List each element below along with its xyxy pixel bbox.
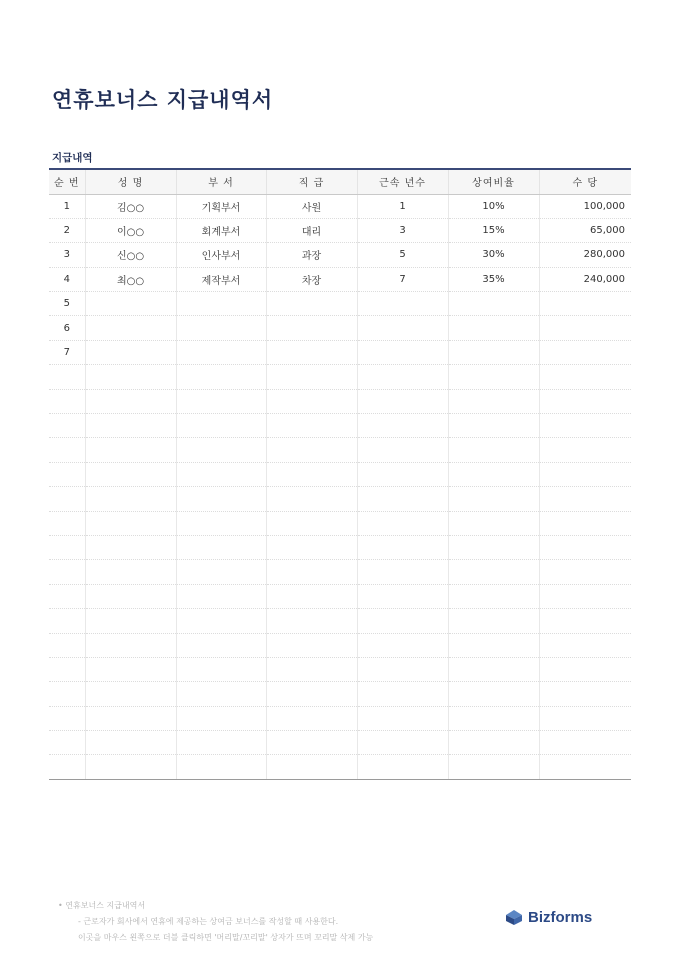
table-cell bbox=[539, 462, 631, 486]
table-cell: 최○○ bbox=[85, 267, 176, 291]
footer-note bbox=[58, 898, 373, 946]
table-cell bbox=[176, 535, 266, 559]
table-cell: 35% bbox=[448, 267, 539, 291]
table-cell bbox=[49, 535, 85, 559]
table-cell bbox=[85, 438, 176, 462]
table-cell bbox=[85, 657, 176, 681]
table-cell bbox=[85, 340, 176, 364]
table-cell bbox=[539, 755, 631, 779]
table-cell bbox=[448, 438, 539, 462]
table-cell bbox=[266, 340, 357, 364]
table-cell bbox=[176, 633, 266, 657]
table-cell bbox=[539, 584, 631, 608]
column-header: 수 당 bbox=[539, 169, 631, 194]
table-cell bbox=[539, 535, 631, 559]
table-cell bbox=[448, 584, 539, 608]
table-row bbox=[49, 731, 631, 755]
table-cell bbox=[85, 487, 176, 511]
table-cell bbox=[539, 340, 631, 364]
table-cell: 사원 bbox=[266, 194, 357, 218]
table-cell: 5 bbox=[49, 292, 85, 316]
table-cell bbox=[539, 657, 631, 681]
table-cell bbox=[357, 365, 448, 389]
table-cell bbox=[85, 584, 176, 608]
table-cell bbox=[448, 365, 539, 389]
table-cell bbox=[539, 414, 631, 438]
table-cell: 280,000 bbox=[539, 243, 631, 267]
table-cell: 100,000 bbox=[539, 194, 631, 218]
table-cell: 6 bbox=[49, 316, 85, 340]
table-cell bbox=[176, 511, 266, 535]
table-cell: 신○○ bbox=[85, 243, 176, 267]
table-cell: 3 bbox=[49, 243, 85, 267]
column-header: 성 명 bbox=[85, 169, 176, 194]
table-cell bbox=[176, 389, 266, 413]
table-cell bbox=[85, 389, 176, 413]
table-row bbox=[49, 682, 631, 706]
table-cell bbox=[85, 292, 176, 316]
table-cell bbox=[448, 511, 539, 535]
table-cell bbox=[266, 511, 357, 535]
logo-text: Bizforms bbox=[528, 908, 593, 926]
table-row bbox=[49, 194, 631, 218]
table-row bbox=[49, 511, 631, 535]
table-cell bbox=[176, 682, 266, 706]
table-cell bbox=[448, 292, 539, 316]
table-cell bbox=[176, 316, 266, 340]
table-row bbox=[49, 755, 631, 779]
table-cell bbox=[49, 731, 85, 755]
table-cell bbox=[266, 414, 357, 438]
table-cell: 15% bbox=[448, 218, 539, 242]
table-cell bbox=[448, 682, 539, 706]
table-cell bbox=[85, 633, 176, 657]
table-row bbox=[49, 218, 631, 242]
bizforms-logo bbox=[504, 908, 592, 926]
table-cell bbox=[85, 414, 176, 438]
table-row bbox=[49, 560, 631, 584]
section-label: 지급내역 bbox=[52, 152, 93, 164]
table-cell bbox=[266, 731, 357, 755]
table-cell bbox=[176, 731, 266, 755]
table-cell bbox=[448, 633, 539, 657]
table-cell bbox=[49, 511, 85, 535]
table-cell bbox=[266, 438, 357, 462]
table-cell bbox=[539, 389, 631, 413]
table-cell: 5 bbox=[357, 243, 448, 267]
table-row bbox=[49, 487, 631, 511]
table-row bbox=[49, 340, 631, 364]
table-cell: 3 bbox=[357, 218, 448, 242]
table-cell: 이○○ bbox=[85, 218, 176, 242]
column-header: 직 급 bbox=[266, 169, 357, 194]
table-cell bbox=[266, 584, 357, 608]
table-cell bbox=[266, 292, 357, 316]
table-cell bbox=[539, 487, 631, 511]
table-cell bbox=[539, 560, 631, 584]
table-cell: 1 bbox=[49, 194, 85, 218]
payment-table bbox=[49, 168, 631, 780]
table-cell: 2 bbox=[49, 218, 85, 242]
table-row bbox=[49, 243, 631, 267]
table-cell bbox=[49, 682, 85, 706]
table-cell bbox=[357, 414, 448, 438]
table-cell bbox=[176, 584, 266, 608]
footer-line: 이곳을 마우스 왼쪽으로 더블 클릭하면 '머리말/꼬리말' 상자가 뜨며 꼬리말 삭제 가능 bbox=[78, 933, 374, 942]
table-cell: 회계부서 bbox=[176, 218, 266, 242]
table-cell bbox=[539, 511, 631, 535]
table-cell bbox=[266, 755, 357, 779]
table-cell bbox=[539, 633, 631, 657]
table-cell bbox=[49, 609, 85, 633]
table-row bbox=[49, 365, 631, 389]
table-cell bbox=[448, 706, 539, 730]
table-cell bbox=[176, 609, 266, 633]
table-cell bbox=[266, 365, 357, 389]
table-cell bbox=[49, 755, 85, 779]
table-cell bbox=[266, 706, 357, 730]
table-cell bbox=[49, 462, 85, 486]
table-cell bbox=[266, 682, 357, 706]
table-cell bbox=[357, 682, 448, 706]
table-cell bbox=[176, 462, 266, 486]
table-cell bbox=[49, 633, 85, 657]
table-cell bbox=[448, 316, 539, 340]
table-cell bbox=[49, 657, 85, 681]
table-cell bbox=[85, 511, 176, 535]
table-cell: 기획부서 bbox=[176, 194, 266, 218]
table-cell bbox=[357, 389, 448, 413]
table-cell bbox=[49, 438, 85, 462]
table-cell bbox=[448, 414, 539, 438]
table-header-row bbox=[49, 169, 631, 194]
footer-line: • 연휴보너스 지급내역서 bbox=[58, 901, 146, 910]
table-cell bbox=[448, 340, 539, 364]
column-header: 순 번 bbox=[49, 169, 85, 194]
table-cell bbox=[539, 609, 631, 633]
table-cell bbox=[357, 462, 448, 486]
table-row bbox=[49, 438, 631, 462]
table-row bbox=[49, 292, 631, 316]
table-cell bbox=[357, 560, 448, 584]
table-cell bbox=[266, 316, 357, 340]
table-cell bbox=[49, 584, 85, 608]
table-cell bbox=[85, 560, 176, 584]
page-title: 연휴보너스 지급내역서 bbox=[52, 88, 274, 112]
table-cell: 과장 bbox=[266, 243, 357, 267]
table-cell bbox=[85, 462, 176, 486]
table-cell bbox=[176, 560, 266, 584]
table-cell bbox=[448, 389, 539, 413]
table-cell bbox=[266, 609, 357, 633]
table-cell bbox=[266, 389, 357, 413]
table-cell bbox=[266, 487, 357, 511]
table-row bbox=[49, 389, 631, 413]
table-cell bbox=[266, 462, 357, 486]
table-row bbox=[49, 462, 631, 486]
table-cell: 30% bbox=[448, 243, 539, 267]
table-cell bbox=[176, 365, 266, 389]
table-cell bbox=[176, 487, 266, 511]
table-cell bbox=[357, 511, 448, 535]
table-cell: 대리 bbox=[266, 218, 357, 242]
table-cell bbox=[357, 535, 448, 559]
table-cell bbox=[448, 462, 539, 486]
table-cell bbox=[85, 682, 176, 706]
table-cell bbox=[448, 560, 539, 584]
table-cell bbox=[49, 706, 85, 730]
table-cell bbox=[49, 487, 85, 511]
table-cell: 240,000 bbox=[539, 267, 631, 291]
table-cell bbox=[49, 414, 85, 438]
table-row bbox=[49, 657, 631, 681]
table-cell bbox=[539, 316, 631, 340]
table-cell: 1 bbox=[357, 194, 448, 218]
table-row bbox=[49, 609, 631, 633]
table-cell bbox=[266, 657, 357, 681]
column-header: 상여비율 bbox=[448, 169, 539, 194]
table-cell bbox=[357, 316, 448, 340]
table-cell bbox=[448, 731, 539, 755]
table-cell bbox=[539, 292, 631, 316]
table-body bbox=[49, 194, 631, 779]
table-cell bbox=[448, 657, 539, 681]
table-cell bbox=[266, 633, 357, 657]
table-cell bbox=[176, 706, 266, 730]
table-row bbox=[49, 414, 631, 438]
table-cell bbox=[85, 731, 176, 755]
table-cell: 7 bbox=[357, 267, 448, 291]
table-row bbox=[49, 584, 631, 608]
table-cell bbox=[266, 560, 357, 584]
table-cell bbox=[357, 657, 448, 681]
table-cell bbox=[176, 657, 266, 681]
table-cell: 7 bbox=[49, 340, 85, 364]
table-cell bbox=[176, 414, 266, 438]
table-row bbox=[49, 633, 631, 657]
table-cell bbox=[176, 438, 266, 462]
table-cell bbox=[85, 365, 176, 389]
table-cell bbox=[448, 535, 539, 559]
table-cell bbox=[85, 316, 176, 340]
table-row bbox=[49, 267, 631, 291]
table-cell: 4 bbox=[49, 267, 85, 291]
table-cell bbox=[357, 609, 448, 633]
bizforms-logo-icon bbox=[504, 908, 524, 926]
table-cell bbox=[357, 584, 448, 608]
table-cell bbox=[85, 535, 176, 559]
table-cell bbox=[176, 292, 266, 316]
table-row bbox=[49, 535, 631, 559]
table-cell: 제작부서 bbox=[176, 267, 266, 291]
table-cell bbox=[85, 609, 176, 633]
table-cell bbox=[448, 487, 539, 511]
table-cell bbox=[357, 438, 448, 462]
footer-line: - 근로자가 회사에서 연휴에 제공하는 상여금 보너스를 작성할 때 사용한다. bbox=[78, 917, 339, 926]
table-cell bbox=[357, 292, 448, 316]
column-header: 부 서 bbox=[176, 169, 266, 194]
table-cell bbox=[85, 706, 176, 730]
table-cell bbox=[176, 755, 266, 779]
table-cell bbox=[539, 365, 631, 389]
table-cell bbox=[49, 560, 85, 584]
table-cell: 김○○ bbox=[85, 194, 176, 218]
table-cell bbox=[539, 682, 631, 706]
table-cell bbox=[357, 755, 448, 779]
table-cell bbox=[539, 731, 631, 755]
table-cell bbox=[357, 731, 448, 755]
table-cell: 65,000 bbox=[539, 218, 631, 242]
table-cell: 인사부서 bbox=[176, 243, 266, 267]
table-cell bbox=[539, 438, 631, 462]
table-cell bbox=[49, 365, 85, 389]
table-cell: 차장 bbox=[266, 267, 357, 291]
table-cell bbox=[448, 755, 539, 779]
table-cell bbox=[357, 340, 448, 364]
table-cell bbox=[85, 755, 176, 779]
table-cell bbox=[448, 609, 539, 633]
table-row bbox=[49, 316, 631, 340]
table-cell bbox=[176, 340, 266, 364]
table-row bbox=[49, 706, 631, 730]
table-cell bbox=[539, 706, 631, 730]
table-cell bbox=[49, 389, 85, 413]
table-cell bbox=[357, 706, 448, 730]
column-header: 근속 년수 bbox=[357, 169, 448, 194]
table-cell bbox=[266, 535, 357, 559]
table-cell bbox=[357, 633, 448, 657]
table-cell bbox=[357, 487, 448, 511]
table-cell: 10% bbox=[448, 194, 539, 218]
